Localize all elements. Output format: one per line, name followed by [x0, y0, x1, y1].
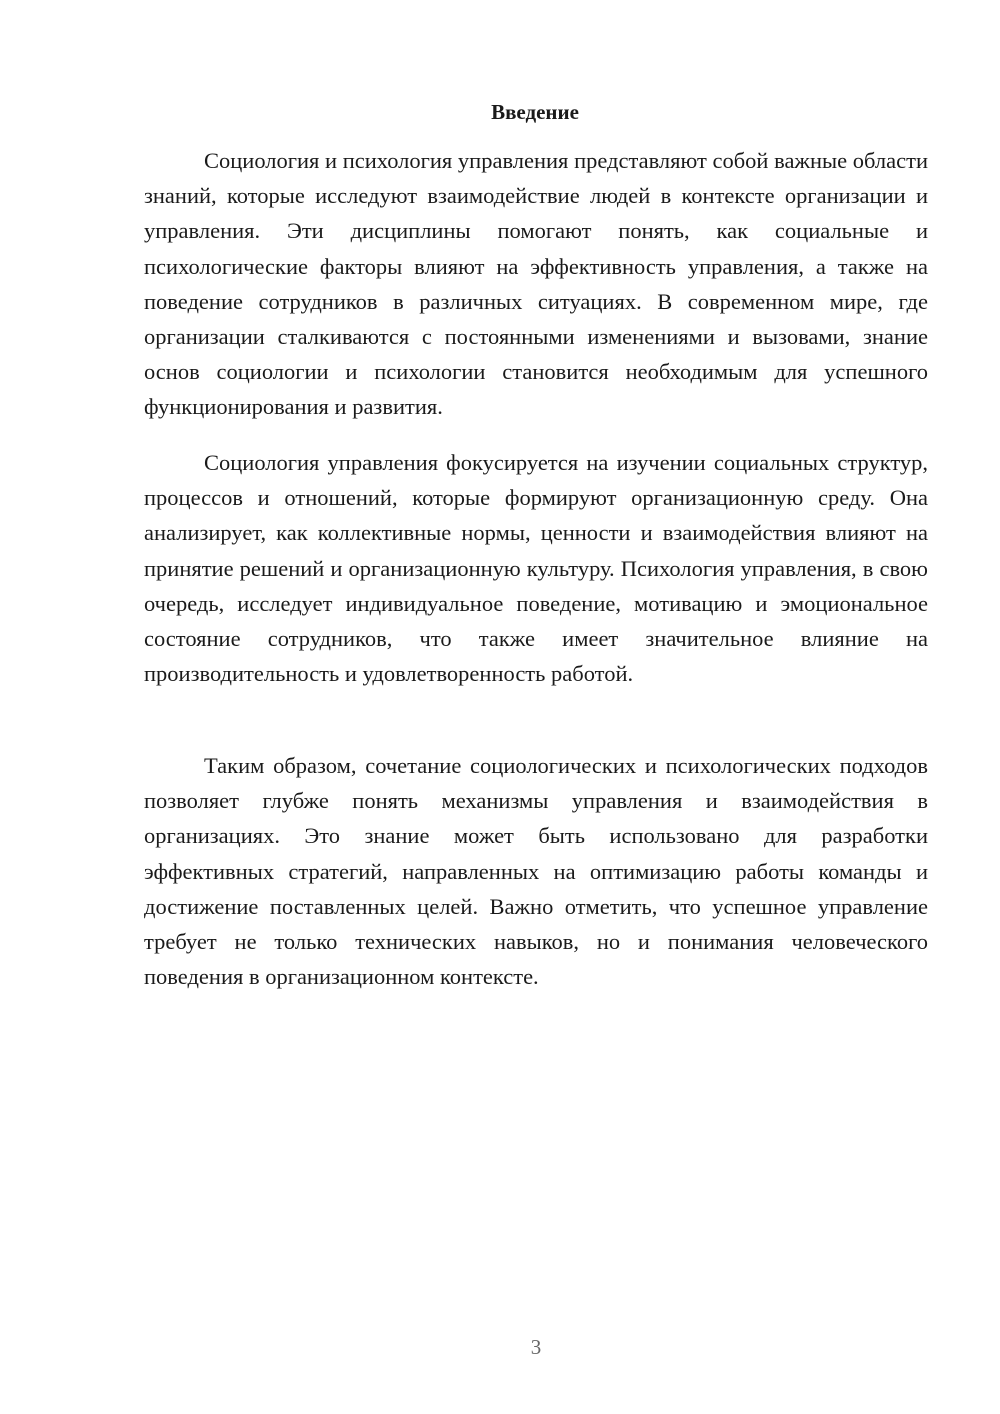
- paragraph-text: Социология и психология управления представляют собой важные области знаний, которые исследуют взаимодействие людей в контексте организации и управления. Эти дисциплины помогают понять, как социальные и психологические факторы влияют на эффективность управления, а также на поведение сотрудников в различных ситуациях. В современном мире, где организации сталкиваются с постоянными изменениями и вызовами, знание основ социологии и психологии становится необходимым для успешного функционирования и развития.: [144, 148, 928, 420]
- page-number: 3: [530, 1335, 542, 1359]
- paragraph-2: [144, 445, 928, 691]
- paragraph-text: Социология управления фокусируется на изучении социальных структур, процессов и отношений, которые формируют организационную среду. Она анализирует, как коллективные нормы, ценности и взаимодействия влияют на принятие решений и организационную культуру. Психология управления, в свою очередь, исследует индивидуальное поведение, мотивацию и эмоциональное состояние сотрудников, что также имеет значительное влияние на производительность и удовлетворенность работой.: [144, 450, 928, 687]
- section-heading: Введение: [491, 100, 579, 124]
- paragraph-1: [144, 143, 928, 425]
- paragraph-text: Таким образом, сочетание социологических и психологических подходов позволяет глубже понять механизмы управления и взаимодействия в организациях. Это знание может быть использовано для разработки эффективных стратегий, направленных на оптимизацию работы команды и достижение поставленных целей. Важно отметить, что успешное управление требует не только технических навыков, но и понимания человеческого поведения в организационном контексте.: [144, 753, 928, 990]
- paragraph-3: [144, 748, 928, 994]
